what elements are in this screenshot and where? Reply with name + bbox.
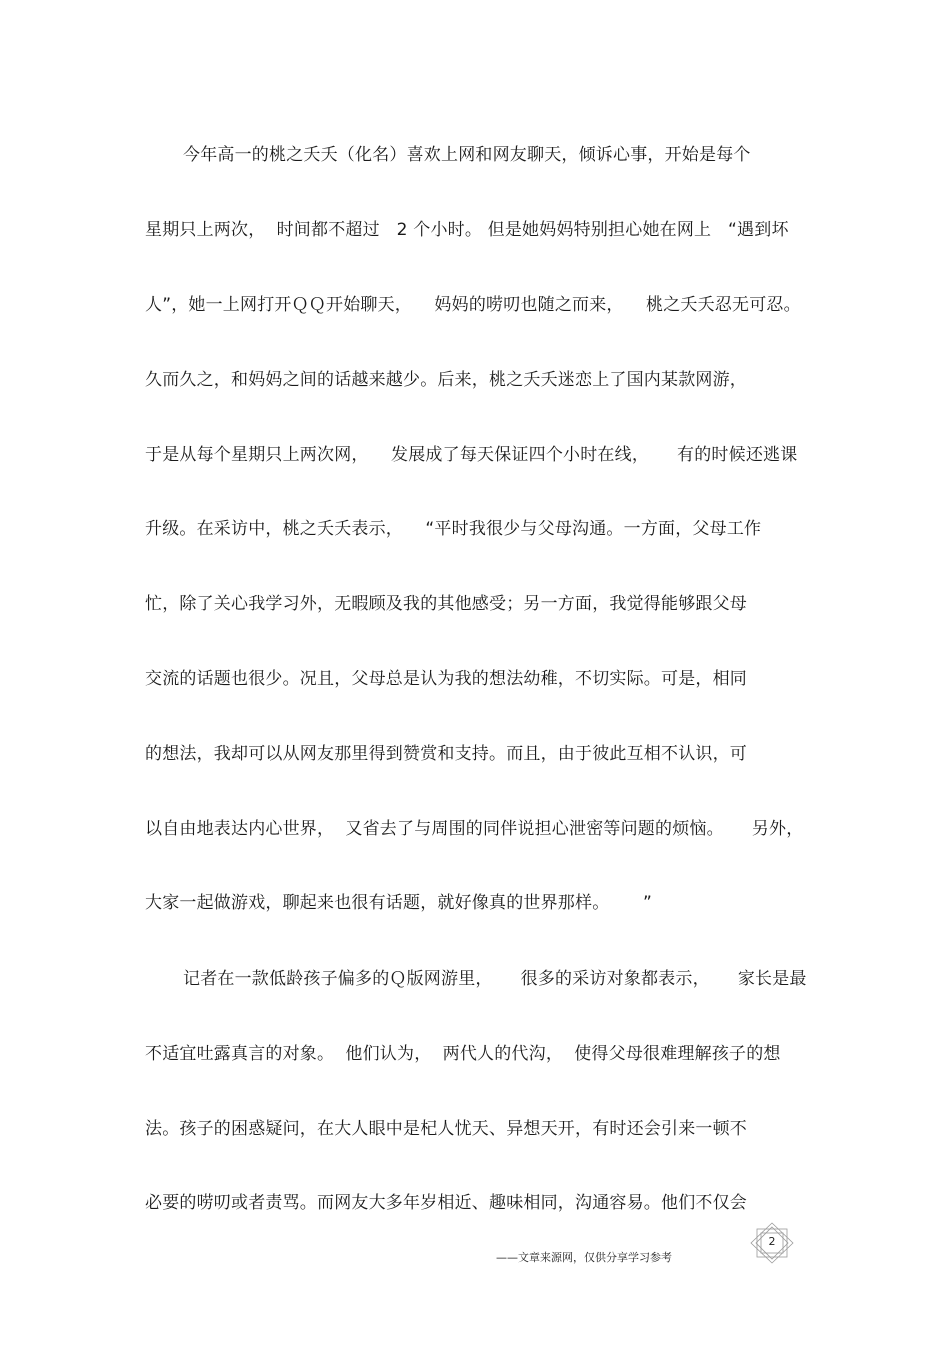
page-number-badge	[748, 1222, 796, 1264]
paragraph-line: 不适宜吐露真言的对象。 他们认为， 两代人的代沟， 使得父母很难理解孩子的想	[145, 1044, 781, 1064]
page-number: 2	[768, 1235, 776, 1248]
paragraph-line: 大家一起做游戏，聊起来也很有话题，就好像真的世界那样。 ”	[145, 893, 653, 913]
source-footer-note: ——文章来源网，仅供分享学习参考	[496, 1251, 672, 1264]
paragraph-line: 星期只上两次， 时间都不超过 2 个小时。 但是她妈妈特别担心她在网上 “遇到坏	[145, 220, 789, 240]
paragraph-line: 于是从每个星期只上两次网， 发展成了每天保证四个小时在线， 有的时候还逃课	[145, 445, 798, 465]
paragraph-line: 必要的唠叨或者责骂。而网友大多年岁相近、趣味相同，沟通容易。他们不仅会	[145, 1193, 747, 1213]
paragraph-line: 以自由地表达内心世界， 又省去了与周围的同伴说担心泄密等问题的烦恼。 另外，	[145, 819, 804, 839]
paragraph-line: 的想法，我却可以从网友那里得到赞赏和支持。而且，由于彼此互相不认识，可	[145, 744, 747, 764]
paragraph-line: 今年高一的桃之夭夭（化名）喜欢上网和网友聊天，倾诉心事，开始是每个	[183, 145, 751, 165]
paragraph-line: 交流的话题也很少。况且，父母总是认为我的想法幼稚，不切实际。可是，相同	[145, 669, 747, 689]
paragraph-line: 忙，除了关心我学习外，无暇顾及我的其他感受；另一方面，我觉得能够跟父母	[145, 594, 747, 614]
paragraph-line: 人”，她一上网打开ＱＱ开始聊天， 妈妈的唠叨也随之而来， 桃之夭夭忍无可忍。	[145, 295, 801, 315]
paragraph-line: 久而久之，和妈妈之间的话越来越少。后来，桃之夭夭迷恋上了国内某款网游，	[145, 370, 747, 390]
paragraph-line: 升级。在采访中，桃之夭夭表示， “平时我很少与父母沟通。一方面，父母工作	[145, 519, 762, 539]
paragraph-line: 法。孩子的困惑疑问，在大人眼中是杞人忧天、异想天开，有时还会引来一顿不	[145, 1119, 747, 1139]
paragraph-line: 记者在一款低龄孩子偏多的Ｑ版网游里， 很多的采访对象都表示， 家长是最	[183, 969, 807, 989]
